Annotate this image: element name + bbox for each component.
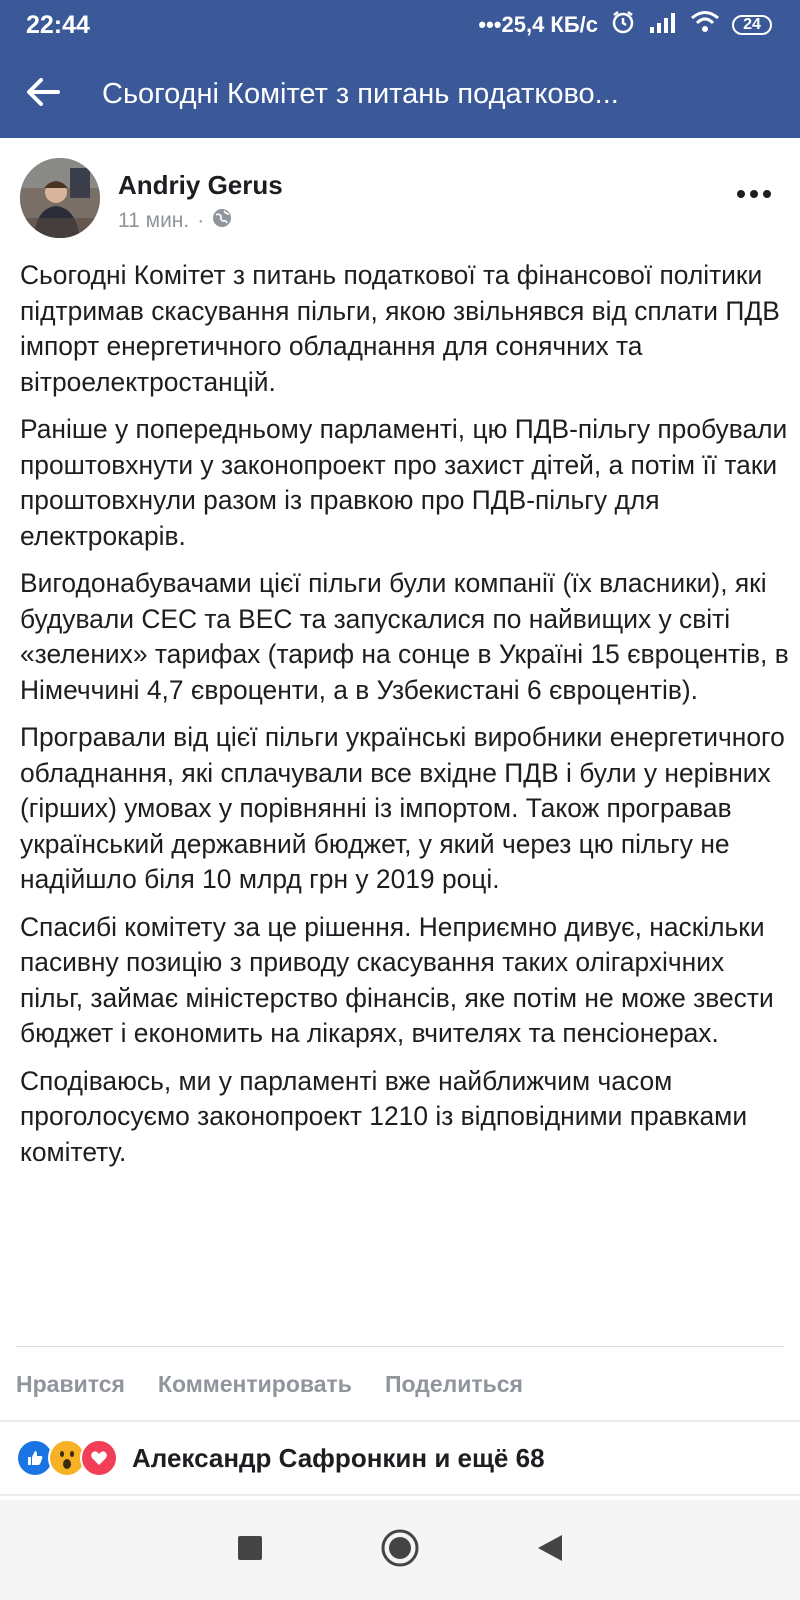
author-name[interactable]: Andriy Gerus [118,170,283,200]
more-horizontal-icon [737,190,771,198]
alarm-icon [610,9,636,41]
status-indicators [478,9,772,41]
network-speed: •••25,4 КБ/с [478,12,598,37]
page-title: Сьогодні Комітет з питань податково... [102,77,619,110]
divider [0,1420,800,1422]
divider [16,1346,784,1347]
post-paragraph: Вигодонабувачами цієї пільги були компанії (їх власники), які будували СЕС та ВЕС та запускалися по найвищих у світі «зелених» тарифах (тариф на сонце в Україні 15 євроцентів, в Німеччині 4,7 євроценти, а в Узбекистані 6 євроцентів). [20,568,789,705]
post-paragraph: Раніше у попередньому парламенті, цю ПДВ-пільгу пробували проштовхнути у законопроект про захист дітей, а потім її таки проштовхнули разом із правкою про ПДВ-пільгу для електрокарів. [20,414,788,551]
home-button[interactable] [380,1530,420,1570]
globe-icon [212,208,232,234]
arrow-left-icon [26,77,60,112]
battery-level: 24 [743,16,761,33]
battery-icon [732,15,772,35]
post-header [0,140,800,260]
avatar[interactable] [20,158,100,238]
share-button[interactable]: Поделиться [384,1370,523,1397]
post-paragraph: Програвали від цієї пільги українські виробники енергетичного обладнання, які сплачували все вхідне ПДВ і були у нерівних (гірших) умовах у порівнянні із імпортом. Також програвав український державний бюджет, у який через цю пільгу не надійшло біля 10 млрд грн у 2019 році. [20,722,785,894]
status-bar [0,0,800,50]
love-reaction-icon [80,1439,118,1477]
reaction-icons [16,1439,112,1477]
comment-button[interactable]: Комментировать [157,1370,352,1397]
recents-button[interactable] [230,1530,270,1570]
home-circle-icon [380,1528,420,1573]
post-time[interactable]: 11 мин. [118,209,190,232]
meta-separator: · [197,209,205,232]
reactions-text: Александр Сафронкин и ещё 68 [132,1442,545,1473]
more-options-button[interactable] [734,184,774,204]
signal-icon [648,11,678,39]
like-button[interactable]: Нравится [16,1370,125,1397]
wifi-icon [690,10,720,40]
post-paragraph: Спасибі комітету за це рішення. Неприємно дивує, наскільки пасивну позицію з приводу скасування таких олігархічних пільг, займає міністерство фінансів, яке потім не може звести бюджет і економить на лікарях, вчителях та пенсіонерах. [20,911,774,1048]
post-paragraph: Сподіваюсь, ми у парламенті вже найближчим часом проголосуємо законопроект 1210 із відповідними правками комітету. [20,1065,748,1167]
back-button[interactable] [0,50,86,138]
status-time: 22:44 [26,10,90,39]
app-bar [0,50,800,138]
divider [0,1494,800,1496]
recents-square-icon [237,1535,263,1566]
post-text [20,258,790,1182]
nav-back-button[interactable] [530,1530,570,1570]
post-actions [16,1360,523,1408]
post-paragraph: Сьогодні Комітет з питань податкової та фінансової політики підтримав скасування пільги, якою звільнявся від сплати ПДВ імпорт енергетичного обладнання для сонячних та вітроелектростанцій. [20,260,780,397]
back-triangle-icon [536,1533,564,1568]
post-meta [118,208,232,234]
reactions-summary[interactable] [16,1434,545,1482]
system-nav-bar [0,1500,800,1600]
